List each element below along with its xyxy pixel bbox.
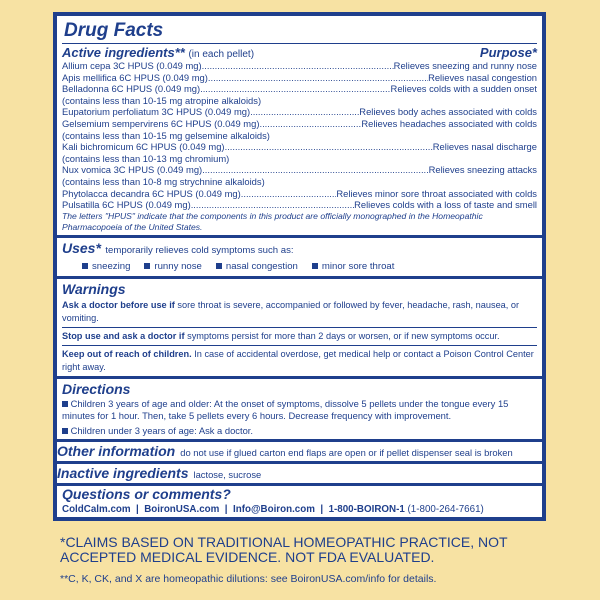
- use-item: [144, 261, 201, 272]
- directions-line-2-text: Children under 3 years of age: Ask a doctor.: [70, 424, 254, 436]
- warning-text: In case of accidental overdose, get medical help or contact a Poison Control Center right away.: [62, 348, 534, 372]
- leader-dots: [200, 83, 390, 95]
- directions-line-2: [62, 424, 537, 439]
- use-item-label: minor sore throat: [321, 260, 395, 272]
- warnings-list: [62, 297, 537, 376]
- ingredient-purpose: Relieves sneezing and runny nose: [393, 60, 537, 71]
- ingredient-row: [62, 199, 537, 211]
- ingredient-name: Eupatorium perfoliatum 3C HPUS (0.049 mg): [62, 106, 251, 118]
- ingredient-name: Phytolacca decandra 6C HPUS (0.049 mg): [62, 187, 241, 199]
- directions-line-1: [62, 397, 537, 424]
- ingredient-name: Apis mellifica 6C HPUS (0.049 mg): [62, 71, 208, 83]
- directions-title: Directions: [62, 380, 131, 397]
- phone-number: (1-800-264-7661): [407, 503, 484, 515]
- site-boiron: BoironUSA.com: [144, 503, 220, 515]
- ingredient-row: [62, 164, 537, 176]
- leader-dots: [259, 118, 361, 130]
- ingredient-contains: (contains less than 10-15 mg gelsemine alkaloids): [62, 129, 270, 141]
- site-coldcalm: ColdCalm.com: [62, 503, 131, 515]
- ingredient-contains: (contains less than 10-8 mg strychnine alkaloids): [62, 175, 265, 187]
- uses-list: [62, 258, 537, 276]
- warning-bold: Stop use and ask a doctor if: [62, 330, 185, 341]
- warning-row: [62, 345, 537, 376]
- leader-dots: [202, 164, 428, 176]
- ingredient-row: [62, 83, 537, 95]
- contact-line: ColdCalm.com | BoironUSA.com | Info@Boiron.com | 1-800-BOIRON-1 (1-800-264-7661): [62, 503, 484, 515]
- inactive-section: [57, 464, 542, 486]
- warning-bold: Ask a doctor before use if: [62, 299, 175, 310]
- uses-section: [57, 238, 542, 279]
- active-ingredients-header: [62, 43, 537, 60]
- active-ingredients-section: [57, 20, 542, 238]
- use-item: [82, 261, 130, 272]
- ingredients-list: [62, 60, 537, 211]
- warning-row: [62, 297, 537, 327]
- ingredient-row: [62, 141, 537, 153]
- questions-section: [57, 486, 542, 517]
- ingredient-row: [62, 60, 537, 72]
- directions-line-1-text: Children 3 years of age and older: At the onset of symptoms, dissolve 5 pellets under the tongue every 15 minutes for 1 hour. Then, take 5 pellets every 6 hours. Decrease frequency with improvement.: [62, 397, 509, 421]
- bullet-icon: [144, 263, 150, 269]
- bullet-icon: [62, 401, 68, 407]
- ingredient-name: Nux vomica 3C HPUS (0.049 mg): [62, 164, 203, 176]
- phone: 1-800-BOIRON-1: [328, 503, 405, 515]
- ingredient-purpose: Relieves colds with a sudden onset: [390, 83, 537, 95]
- ingredient-row: [62, 118, 537, 130]
- uses-text: temporarily relieves cold symptoms such as:: [105, 244, 294, 256]
- inactive-text: lactose, sucrose: [193, 468, 262, 480]
- use-item-label: nasal congestion: [225, 260, 298, 272]
- active-ingredients-heading: Active ingredients**: [62, 45, 185, 60]
- leader-dots: [241, 188, 337, 200]
- other-info-text: do not use if glued carton end flaps are open or if pellet dispenser seal is broken: [180, 446, 513, 458]
- leader-dots: [225, 141, 433, 153]
- inactive-title: Inactive ingredients: [57, 464, 189, 481]
- drug-facts-panel: [53, 12, 546, 521]
- active-ingredients-note: (in each pellet): [188, 49, 255, 60]
- leader-dots: [191, 199, 354, 211]
- use-item: [216, 261, 298, 272]
- ingredient-name: Kali bichromicum 6C HPUS (0.049 mg): [62, 141, 225, 153]
- warning-bold: Keep out of reach of children.: [62, 348, 192, 359]
- claims-disclaimer: *CLAIMS BASED ON TRADITIONAL HOMEOPATHIC PRACTICE, NOT ACCEPTED MEDICAL EVIDENCE. NOT FDA EVALUATED.: [60, 534, 508, 565]
- questions-title: Questions or comments?: [62, 485, 231, 502]
- warnings-section: [57, 279, 542, 379]
- ingredient-row: [62, 72, 537, 84]
- use-item-label: sneezing: [92, 260, 131, 272]
- other-info-section: [57, 442, 542, 464]
- use-item-label: runny nose: [154, 260, 202, 272]
- bullet-icon: [312, 263, 318, 269]
- leader-dots: [250, 106, 359, 118]
- ingredient-name: Allium cepa 3C HPUS (0.049 mg): [62, 60, 202, 71]
- bullet-icon: [216, 263, 222, 269]
- ingredient-purpose: Relieves body aches associated with colds: [359, 106, 537, 118]
- warning-text: symptoms persist for more than 2 days or worsen, or if new symptoms occur.: [187, 330, 500, 341]
- ingredient-contains: (contains less than 10-13 mg chromium): [62, 152, 230, 164]
- ingredient-purpose: Relieves colds with a loss of taste and smell: [354, 199, 537, 211]
- warning-text: sore throat is severe, accompanied or followed by fever, headache, rash, nausea, or vomiting.: [62, 299, 520, 323]
- use-item: [312, 261, 395, 272]
- leader-dots: [208, 72, 428, 84]
- drug-facts-title: Drug Facts: [64, 20, 164, 41]
- ingredient-row: [62, 106, 537, 118]
- ingredient-purpose: Relieves sneezing attacks: [428, 164, 537, 176]
- uses-title: Uses*: [62, 239, 101, 256]
- warnings-title: Warnings: [62, 280, 126, 297]
- ingredient-name: Gelsemium sempervirens 6C HPUS (0.049 mg): [62, 117, 260, 129]
- other-info-title: Other information: [57, 442, 176, 459]
- ingredient-row: [62, 188, 537, 200]
- email: Info@Boiron.com: [233, 503, 315, 515]
- ingredient-purpose: Relieves headaches associated with colds: [361, 117, 537, 129]
- ingredient-purpose: Relieves nasal congestion: [428, 71, 537, 83]
- purpose-heading: Purpose*: [479, 45, 537, 60]
- directions-section: [57, 379, 542, 442]
- ingredient-purpose: Relieves minor sore throat associated with colds: [336, 187, 537, 199]
- warning-row: [62, 327, 537, 345]
- ingredient-contains: (contains less than 10-15 mg atropine alkaloids): [62, 94, 262, 106]
- hpus-footnote: The letters "HPUS" indicate that the components in this product are officially monographed in the Homeopathic Pharmacopoeia of the United States.: [62, 210, 483, 232]
- leader-dots: [202, 60, 394, 72]
- ingredient-name: Pulsatilla 6C HPUS (0.049 mg): [62, 199, 191, 211]
- ingredient-purpose: Relieves nasal discharge: [432, 141, 537, 153]
- bullet-icon: [62, 428, 68, 434]
- bullet-icon: [82, 263, 88, 269]
- ingredient-name: Belladonna 6C HPUS (0.049 mg): [62, 83, 201, 95]
- dilutions-note: **C, K, CK, and X are homeopathic dilutions: see BoironUSA.com/info for details.: [60, 573, 437, 585]
